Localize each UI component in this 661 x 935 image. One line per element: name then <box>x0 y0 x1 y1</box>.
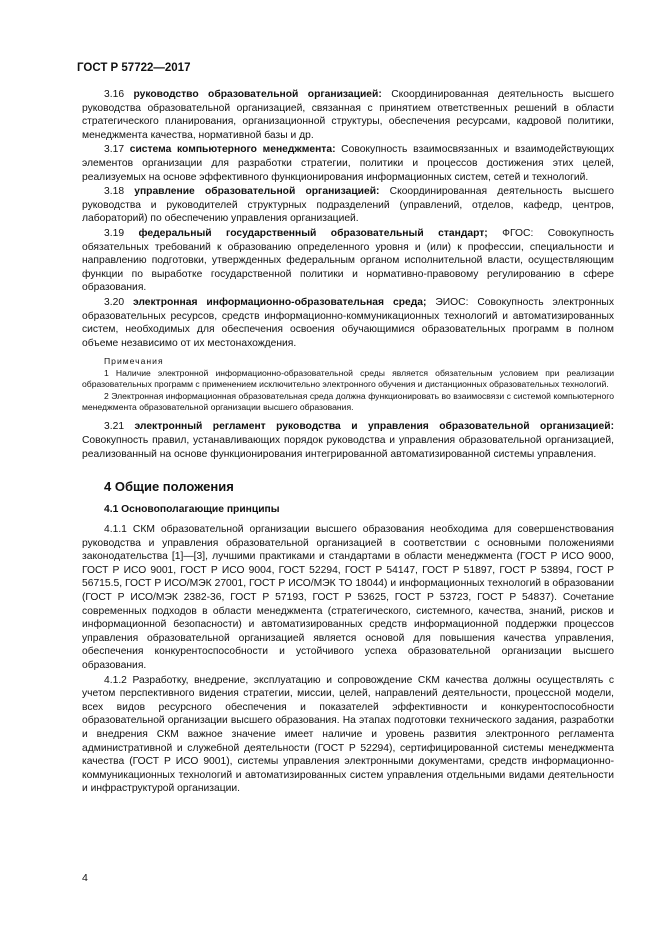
def-text: Совокупность правил, устанавливающих порядок руководства и управления образовательной организацией, реализованный на основе функционирования интегрированной автоматизированной системы управления. <box>82 434 614 460</box>
def-term: управление образовательной организацией: <box>134 186 380 198</box>
paragraph-4-1-1: 4.1.1 СКМ образовательной организации высшего образования необходима для совершенствования руководства и управления образовательной организацией в соответствии с основными положениями законодательства [1]—[3], лучшими практиками и стандартами в области менеджмента (ГОСТ Р ИСО 9000, ГОСТ Р ИСО 9001, ГОСТ Р ИСО 9004, ГОСТ 52294, ГОСТ Р 54147, ГОСТ Р 51897, ГОСТ Р 53894, ГОСТ Р 56715.5, ГОСТ Р ИСО/МЭК 27001, ГОСТ Р ИСО/МЭК ТО 18044) и информационных технологий в образовании (ГОСТ Р ИСО/МЭК 2382-36, ГОСТ Р 57193, ГОСТ Р 53625, ГОСТ Р 53723, ГОСТ Р 54837). Сочетание современных подходов в области менеджмента (стратегического, системного, качества, знаний, рисков и информационной безопасности) и автоматизированных средств информационной поддержки процессов управления образовательной организацией является основой для повышения качества управления, обеспечения конкурентоспособности и устойчивого успеха образовательной организации высшего образования. <box>82 524 614 672</box>
note-item: 1 Наличие электронной информационно-образовательной среды является обязательным условием при реализации образовательных программ с применением исключительно электронного обучения и дистанционных образовательных технологий. <box>82 367 614 390</box>
def-text: Скоординированная деятельность высшего руководства образовательной организацией, связанная с принятием ответственных решений в области стратегического планирования, организационной структуры, обеспечения ресурсами, кадровой политики, менеджмента качества, нормативной базы и др. <box>82 89 614 141</box>
subsection-heading: 4.1 Основополагающие принципы <box>104 504 280 516</box>
def-term: электронный регламент руководства и управления образовательной организацией: <box>134 421 614 433</box>
def-term: электронная информационно-образовательная среда; <box>132 296 427 308</box>
definition-3-16 <box>82 88 614 142</box>
def-text: Скоординированная деятельность высшего руководства и руководителей структурных подразделений (управлений, отделов, кафедр, центров, лабораторий) по обеспечению управления организацией. <box>82 186 614 225</box>
def-number: 3.21 <box>104 421 125 433</box>
notes-title: Примечания <box>104 356 164 367</box>
paragraph-4-1-2: 4.1.2 Разработку, внедрение, эксплуатацию и сопровождение СКМ качества должны осуществлять с учетом перспективного видения стратегии, миссии, целей, направлений деятельности, процессной модели, всех видов ресурсного обеспечения и показателей эффективности и конкурентоспособности образовательной организации высшего образования. На этапах подготовки технического задания, разработки и внедрения СКМ важное значение имеет наличие и уровень развития электронного регламента административной и служебной деятельности (ГОСТ Р 52294), сертифицированной системы менеджмента качества (ГОСТ Р ИСО 9001), системы управления электронными документами, средств информационно-коммуникационных технологий и автоматизированных систем управления отдельными видами деятельности и инфраструктурой организации. <box>82 674 614 795</box>
def-number: 3.19 <box>104 227 125 239</box>
definition-3-18 <box>82 185 614 226</box>
def-text: ЭИОС: Совокупность электронных образовательных ресурсов, средств информационно-коммуникационных технологий и автоматизированных систем, необходимых для обеспечения освоения обучающимися образовательных программ в полном объеме независимо от их местонахождения. <box>82 296 614 349</box>
definition-3-17 <box>82 143 614 184</box>
page-content <box>82 88 614 797</box>
doc-header: ГОСТ Р 57722—2017 <box>77 62 191 74</box>
section-heading: 4 Общие положения <box>104 479 234 495</box>
def-number: 3.18 <box>104 186 125 198</box>
def-text: ФГОС: Совокупность обязательных требований к образованию определенного уровня и (или) к профессии, специальности и направлению подготовки, утвержденных федеральным органом исполнительной власти, осуществляющим функции по выработке государственной политики и нормативно-правовому регулированию в сфере образования. <box>82 227 614 294</box>
definition-3-20 <box>82 296 614 350</box>
notes-block <box>82 356 614 413</box>
def-number: 3.17 <box>104 144 125 156</box>
definition-3-19 <box>82 227 614 295</box>
def-number: 3.20 <box>104 296 125 308</box>
note-item: 2 Электронная информационная образовательная среда должна функционировать во взаимосвязи с системой компьютерного менеджмента образовательной организации высшего образования. <box>82 390 614 412</box>
def-term: руководство образовательной организацией: <box>133 89 382 100</box>
def-number: 3.16 <box>104 89 125 100</box>
page-number: 4 <box>82 872 88 884</box>
def-term: федеральный государственный образовательный стандарт; <box>138 227 488 239</box>
definition-3-21 <box>82 420 614 461</box>
def-text: Совокупность взаимосвязанных и взаимодействующих элементов организации для разработки стратегии, политики и процессов достижения этих целей, реализуемых на основе эффективного функционирования информационных систем, сетей и технологий. <box>82 144 614 183</box>
def-term: система компьютерного менеджмента: <box>129 144 336 156</box>
